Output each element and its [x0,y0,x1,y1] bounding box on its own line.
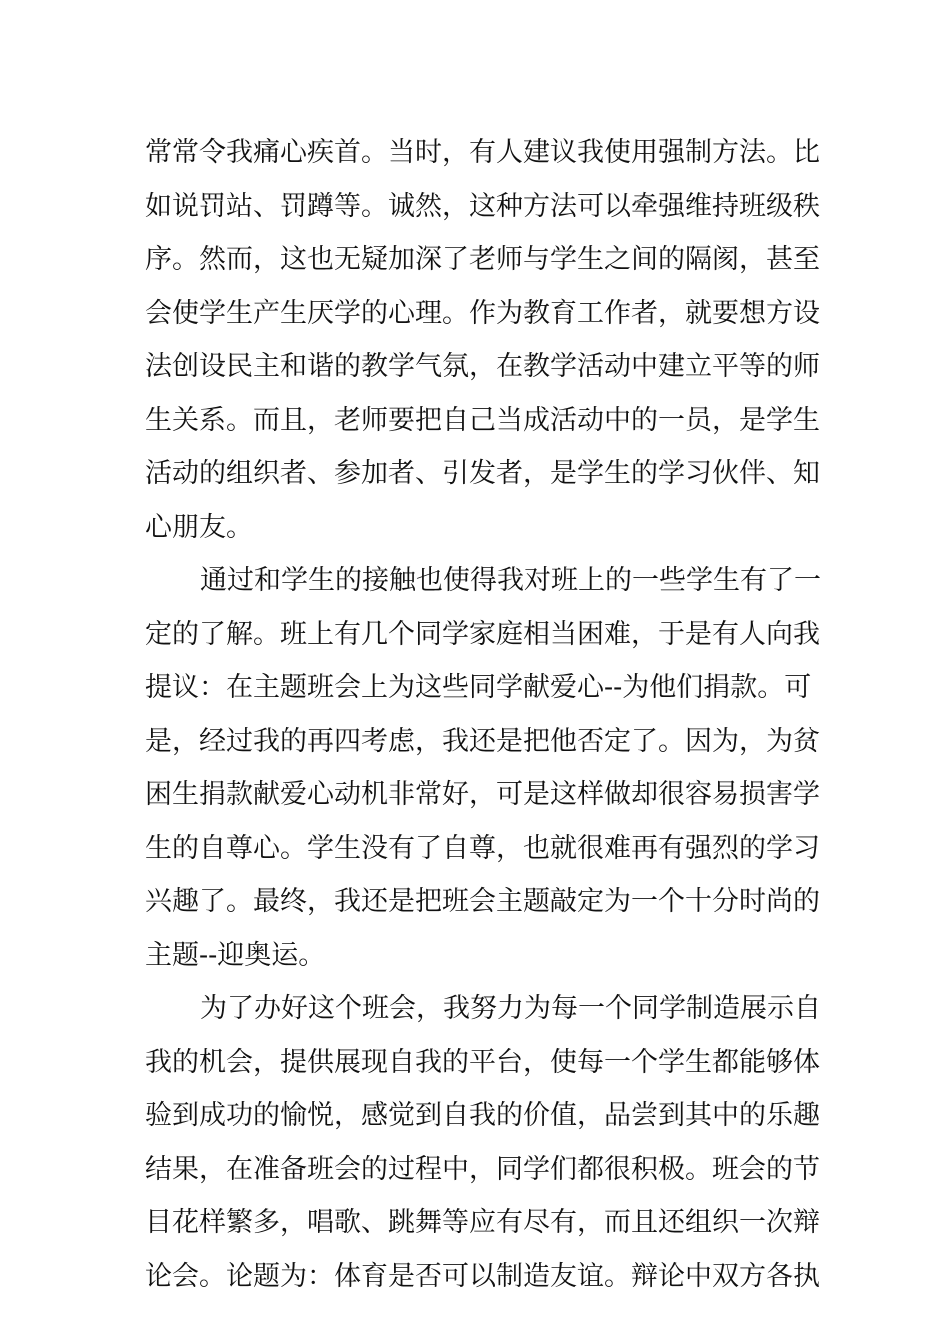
text-line: 心朋友。 [145,511,253,543]
paragraph [145,554,821,982]
text-line: 活动的组织者、参加者、引发者，是学生的学习伙伴、知 [145,458,820,489]
text-line: 法创设民主和谐的教学气氛，在教学活动中建立平等的师 [145,351,820,382]
paragraph [145,126,820,554]
text-line: 论会。论题为：体育是否可以制造友谊。辩论中双方各执 [145,1260,820,1292]
text-line: 序。然而，这也无疑加深了老师与学生之间的隔阂，甚至 [145,244,820,275]
text-line: 目花样繁多，唱歌、跳舞等应有尽有，而且还组织一次辩 [145,1207,820,1238]
text-line: 提议：在主题班会上为这些同学献爱心--为他们捐款。可 [145,672,812,703]
text-line: 是，经过我的再四考虑，我还是把他否定了。因为，为贫 [145,725,820,757]
text-line: 主题--迎奥运。 [145,939,326,971]
text-line: 通过和学生的接触也使得我对班上的一些学生有了一 [200,565,821,596]
text-line: 我的机会，提供展现自我的平台，使每一个学生都能够体 [145,1046,820,1078]
text-line: 如说罚站、罚蹲等。诚然，这种方法可以牵强维持班级秩 [145,190,820,222]
text-line: 生的自尊心。学生没有了自尊，也就很难再有强烈的学习 [145,832,820,864]
text-line: 为了办好这个班会，我努力为每一个同学制造展示自 [200,993,821,1024]
text-line: 兴趣了。最终，我还是把班会主题敲定为一个十分时尚的 [145,886,820,917]
text-line: 结果，在准备班会的过程中，同学们都很积极。班会的节 [145,1153,820,1185]
document-body [145,126,821,1303]
text-line: 会使学生产生厌学的心理。作为教育工作者，就要想方设 [145,297,820,329]
text-line: 生关系。而且，老师要把自己当成活动中的一员，是学生 [145,404,820,436]
text-line: 验到成功的愉悦，感觉到自我的价值，品尝到其中的乐趣 [145,1100,820,1131]
text-line: 常常令我痛心疾首。当时，有人建议我使用强制方法。比 [145,137,820,168]
text-line: 困生捐款献爱心动机非常好，可是这样做却很容易损害学 [145,779,820,810]
paragraph [145,982,821,1303]
text-line: 定的了解。班上有几个同学家庭相当困难，于是有人向我 [145,618,820,650]
